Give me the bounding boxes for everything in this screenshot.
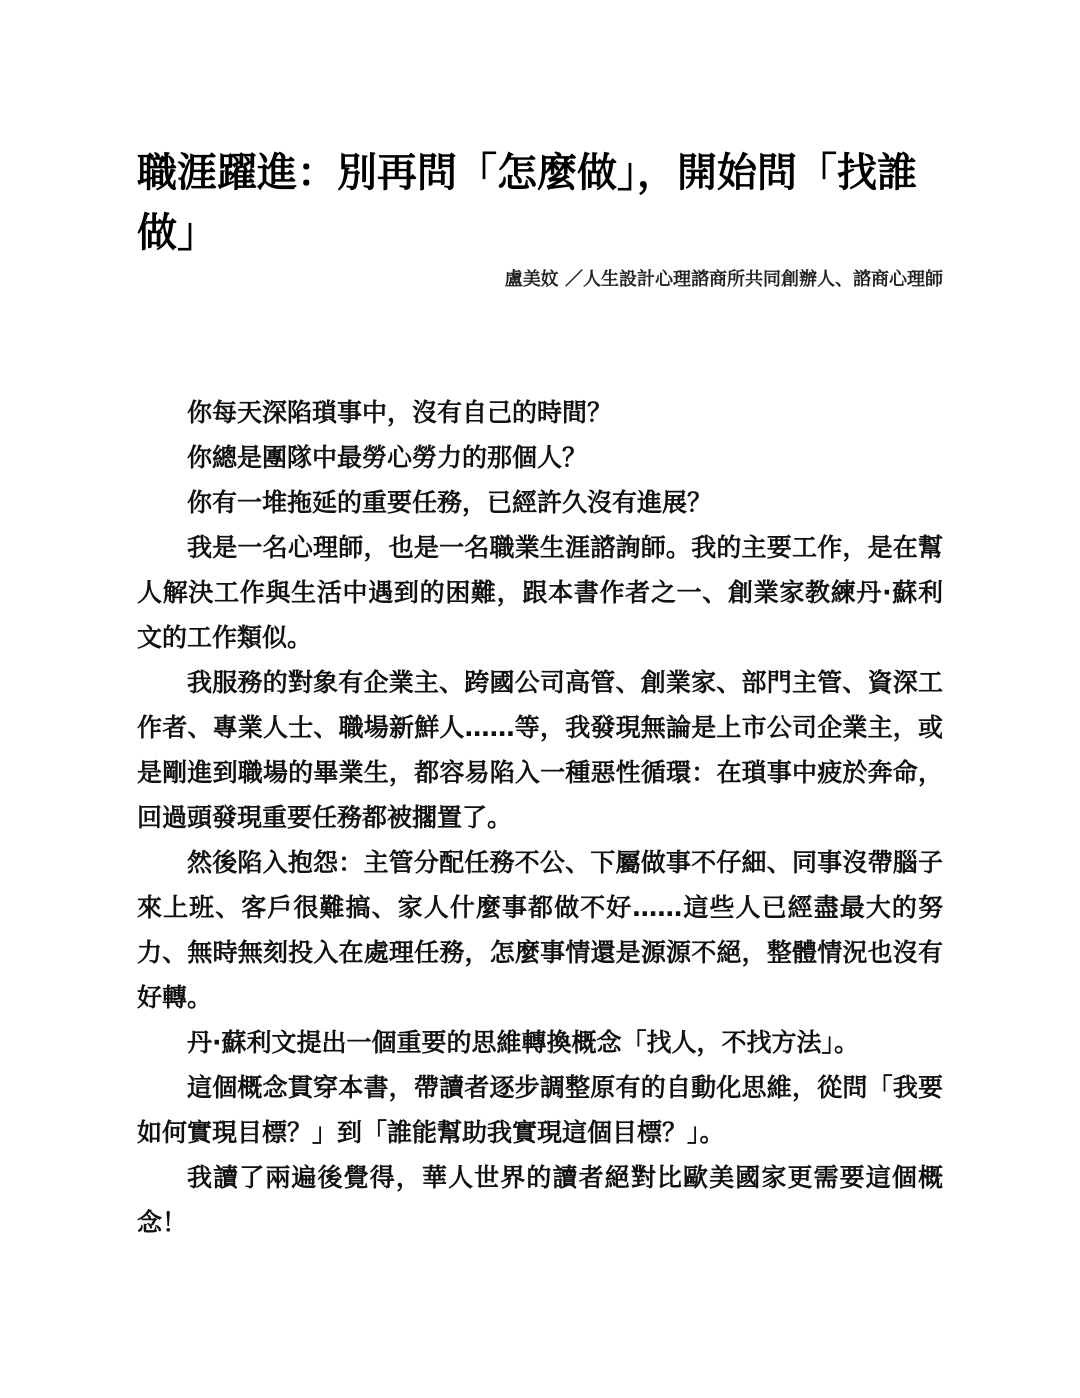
paragraph: 你總是團隊中最勞心勞力的那個人？ <box>187 443 588 472</box>
paragraph: 然後陷入抱怨：主管分配任務不公、下屬做事不仔細、同事沒帶腦子來上班、客戶很難搞、家人什麼事都做不好……這些人已經盡最大的努力、無時無刻投入在處理任務，怎麼事情還是源源不絕，整體情況也沒有好轉。 <box>137 848 943 1012</box>
paragraph: 這個概念貫穿本書，帶讀者逐步調整原有的自動化思維，從問「我要如何實現目標？」到「誰能幫助我實現這個目標？」。 <box>137 1073 943 1147</box>
paragraph: 我服務的對象有企業主、跨國公司高管、創業家、部門主管、資深工作者、專業人士、職場新鮮人……等，我發現無論是上市公司企業主，或是剛進到職場的畢業生，都容易陷入一種惡性循環：在瑣事中疲於奔命，回過頭發現重要任務都被擱置了。 <box>137 668 943 832</box>
author-byline: 盧美妏 ／人生設計心理諮商所共同創辦人、諮商心理師 <box>504 269 943 290</box>
paragraph: 丹·蘇利文提出一個重要的思維轉換概念「找人，不找方法」。 <box>187 1028 859 1057</box>
paragraph: 我讀了兩遍後覺得，華人世界的讀者絕對比歐美國家更需要這個概念！ <box>137 1163 943 1237</box>
paragraph: 你每天深陷瑣事中，沒有自己的時間？ <box>187 398 613 427</box>
article-body <box>137 390 943 1245</box>
paragraph: 你有一堆拖延的重要任務，已經許久沒有進展？ <box>187 488 713 517</box>
article-title: 職涯躍進：別再問「怎麼做」，開始問「找誰做」 <box>137 150 917 256</box>
paragraph: 我是一名心理師，也是一名職業生涯諮詢師。我的主要工作，是在幫人解決工作與生活中遇到的困難，跟本書作者之一、創業家教練丹·蘇利文的工作類似。 <box>137 533 943 652</box>
